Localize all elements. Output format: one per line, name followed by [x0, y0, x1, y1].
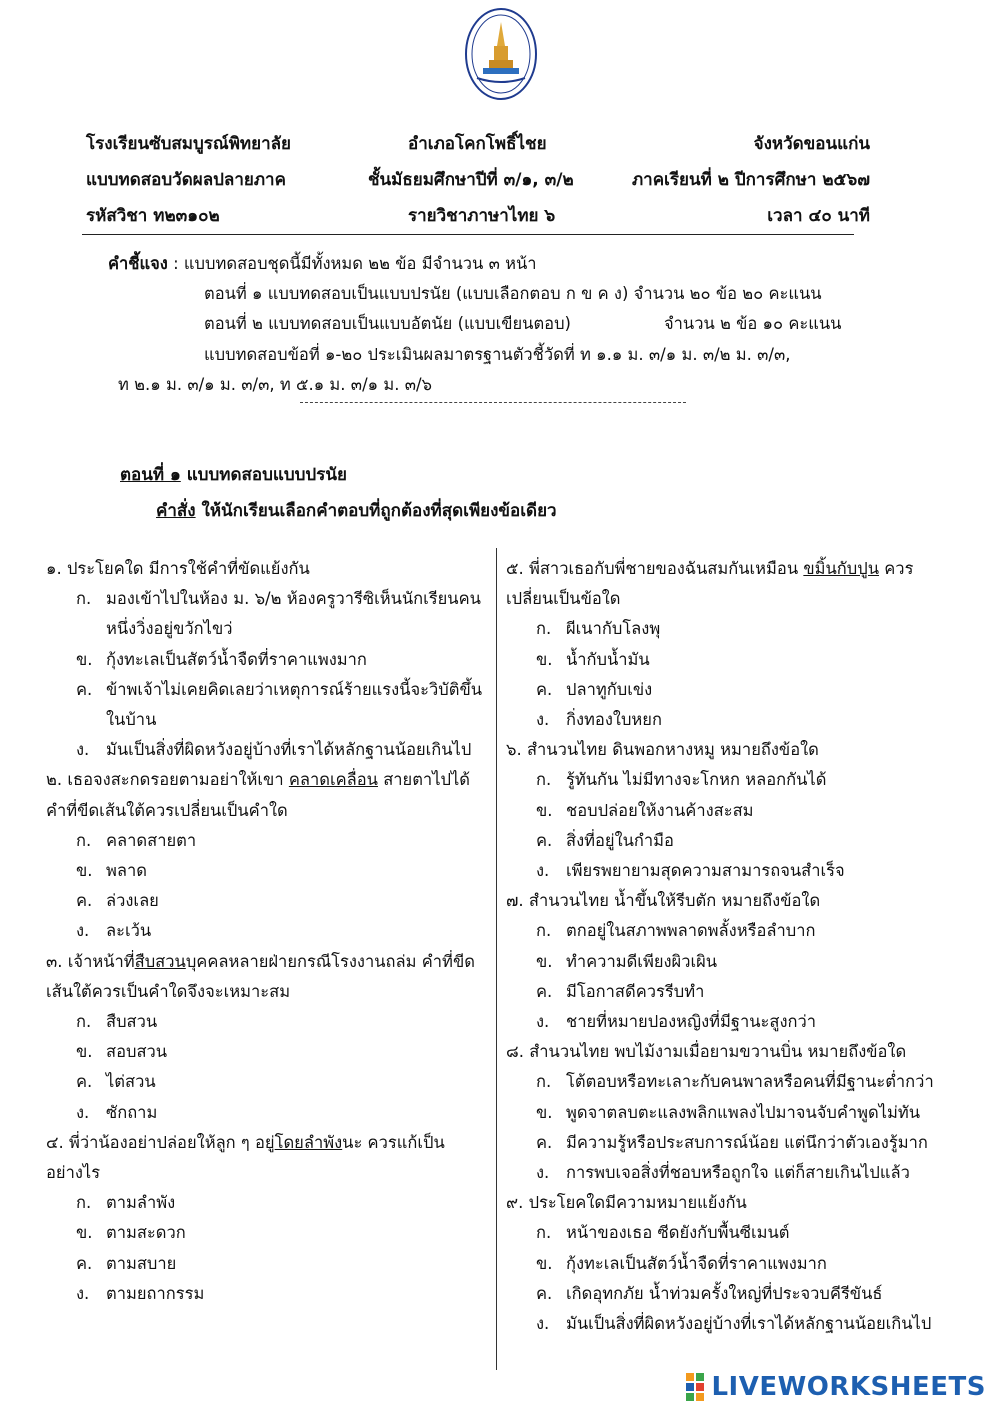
answer-option[interactable]: [506, 645, 986, 675]
option-text: ปลาทูกับเข่ง: [566, 679, 653, 699]
exam-title: แบบทดสอบวัดผลปลายภาค: [86, 170, 286, 190]
section-heading: [120, 460, 347, 490]
header-divider: [82, 234, 854, 235]
answer-option[interactable]: [46, 1218, 490, 1248]
question-line: [46, 765, 490, 795]
question-line: เปลี่ยนเป็นข้อใด: [506, 589, 621, 609]
option-label: ก.: [76, 1012, 92, 1032]
option-label: ค.: [76, 891, 93, 911]
brand-name: LIVEWORKSHEETS: [711, 1372, 986, 1402]
option-label: ก.: [536, 1223, 552, 1243]
option-text: ข้าพเจ้าไม่เคยคิดเลยว่าเหตุการณ์ร้ายแรงนี้จะวิบัติขึ้น: [106, 679, 483, 699]
option-label: ก.: [76, 830, 92, 850]
question-line: คำที่ขีดเส้นใต้ควรเปลี่ยนเป็นคำใด: [46, 800, 288, 820]
option-text: ไต่สวน: [106, 1072, 156, 1092]
subject-name: รายวิชาภาษาไทย ๖: [408, 206, 556, 226]
grade-level: ชั้นมัธยมศึกษาปีที่ ๓/๑, ๓/๒: [368, 170, 574, 190]
section-order: [156, 496, 557, 526]
answer-option[interactable]: [506, 1007, 986, 1037]
dashed-divider: [300, 402, 686, 403]
option-text: ทำความดีเพียงผิวเผิน: [566, 951, 718, 971]
option-text: ซักถาม: [106, 1102, 158, 1122]
question-text: บุคคลหลายฝ่ายกรณีโรงงานถล่ม คำที่ขีด: [185, 951, 475, 971]
right-column: [506, 554, 986, 1339]
option-text: ตามยถากรรม: [106, 1283, 205, 1303]
school-seal-icon: [463, 6, 539, 102]
question-line: [506, 554, 986, 584]
district-name: อำเภอโคกโพธิ์ไชย: [408, 134, 547, 154]
option-text: น้ำกับน้ำมัน: [566, 649, 650, 669]
option-text: มีโอกาสดีควรรีบทำ: [566, 981, 705, 1001]
underlined-term: คลาดเคลื่อน: [288, 770, 378, 790]
question-line: [46, 1128, 490, 1158]
option-label: ค.: [536, 679, 553, 699]
answer-option[interactable]: [506, 1218, 986, 1248]
option-label: ข.: [536, 951, 553, 971]
option-text: รู้ทันกัน ไม่มีทางจะโกหก หลอกกันได้: [566, 770, 827, 790]
option-label: ค.: [536, 830, 553, 850]
answer-option[interactable]: [46, 584, 490, 614]
answer-option[interactable]: [46, 1007, 490, 1037]
option-label: ง.: [76, 1283, 90, 1303]
option-label: ค.: [76, 1253, 93, 1273]
answer-option[interactable]: [506, 705, 986, 735]
order-text: ให้นักเรียนเลือกคำตอบที่ถูกต้องที่สุดเพียงข้อเดียว: [195, 501, 557, 521]
option-label: ข.: [76, 861, 93, 881]
option-text: ตามสบาย: [106, 1253, 177, 1273]
option-text: ละเว้น: [106, 921, 152, 941]
option-label: ข.: [536, 1253, 553, 1273]
option-text: ชายที่หมายปองหญิงที่มีฐานะสูงกว่า: [566, 1012, 817, 1032]
option-text: มันเป็นสิ่งที่ผิดหวังอยู่บ้างที่เราได้หลักฐานน้อยเกินไป: [106, 740, 472, 760]
option-continuation: ในบ้าน: [106, 710, 157, 730]
option-text: มีความรู้หรือประสบการณ์น้อย แต่นึกว่าตัวเองรู้มาก: [566, 1132, 928, 1152]
answer-option[interactable]: [506, 675, 986, 705]
liveworksheets-logo-icon: [685, 1372, 705, 1402]
option-label: ก.: [536, 619, 552, 639]
answer-option[interactable]: [46, 1037, 490, 1067]
option-text: ผีเนากับโลงพุ: [566, 619, 661, 639]
option-label: ง.: [536, 861, 550, 881]
option-text: เพียรพยายามสุดความสามารถจนสำเร็จ: [566, 861, 845, 881]
underlined-term: ขมิ้นกับปูน: [803, 559, 880, 578]
answer-option[interactable]: [506, 977, 986, 1007]
answer-option[interactable]: [506, 796, 986, 826]
answer-option[interactable]: [506, 947, 986, 977]
option-label: ง.: [76, 921, 90, 941]
answer-option[interactable]: [506, 1098, 986, 1128]
answer-option[interactable]: [46, 675, 490, 705]
answer-option[interactable]: [506, 826, 986, 856]
question-text: สายตาไปได้: [377, 770, 470, 790]
option-text: กุ้งทะเลเป็นสัตว์น้ำจืดที่ราคาแพงมาก: [106, 649, 367, 669]
answer-option[interactable]: [46, 1098, 490, 1128]
option-label: ข.: [536, 649, 553, 669]
column-divider: [496, 548, 497, 1370]
answer-option[interactable]: [46, 1279, 490, 1309]
option-label: ข.: [76, 649, 93, 669]
instructions-standards-2: ท ๒.๑ ม. ๓/๑ ม. ๓/๓, ท ๕.๑ ม. ๓/๑ ม. ๓/๖: [118, 375, 433, 394]
footer-brand: [685, 1372, 986, 1402]
instructions-part-1: ตอนที่ ๑ แบบทดสอบเป็นแบบปรนัย (แบบเลือกตอบ ก ข ค ง) จำนวน ๒๐ ข้อ ๒๐ คะแนน: [204, 284, 822, 303]
question-line: ๗. สำนวนไทย น้ำขึ้นให้รีบตัก หมายถึงข้อใด: [506, 891, 821, 911]
question-text: ๕. พี่สาวเธอกับพี่ชายของฉันสมกันเหมือน: [506, 559, 804, 578]
option-label: ง.: [536, 1314, 550, 1334]
option-text: สืบสวน: [106, 1012, 158, 1032]
answer-option[interactable]: [506, 1279, 986, 1309]
option-text: กิ่งทองใบหยก: [566, 710, 662, 730]
option-label: ข.: [536, 800, 553, 820]
option-label: ก.: [536, 921, 552, 941]
answer-option[interactable]: [506, 856, 986, 886]
answer-option[interactable]: [46, 645, 490, 675]
answer-option[interactable]: [506, 1067, 986, 1097]
answer-option[interactable]: [46, 826, 490, 856]
option-text: ตามสะดวก: [106, 1223, 186, 1243]
question-line: [46, 947, 490, 977]
option-text: กุ้งทะเลเป็นสัตว์น้ำจืดที่ราคาแพงมาก: [566, 1253, 827, 1273]
question-line: ๖. สำนวนไทย ดินพอกหางหมู หมายถึงข้อใด: [506, 740, 819, 760]
school-logo: [463, 6, 539, 102]
option-text: ตกอยู่ในสภาพพลาดพลั้งหรือลำบาก: [566, 921, 816, 941]
option-label: ข.: [76, 1042, 93, 1062]
option-text: สอบสวน: [106, 1042, 168, 1062]
option-label: ข.: [536, 1102, 553, 1122]
option-text: การพบเจอสิ่งที่ชอบหรือถูกใจ แต่ก็สายเกินไปแล้ว: [566, 1163, 910, 1183]
answer-option[interactable]: [506, 614, 986, 644]
option-label: ค.: [76, 1072, 93, 1092]
option-label: ค.: [76, 679, 93, 699]
option-label: ค.: [536, 1132, 553, 1152]
option-text: ล่วงเลย: [106, 891, 159, 911]
instructions-standards-1: แบบทดสอบข้อที่ ๑-๒๐ ประเมินผลมาตรฐานตัวชี้วัดที่ ท ๑.๑ ม. ๓/๑ ม. ๓/๒ ม. ๓/๓,: [204, 345, 791, 364]
option-label: ค.: [536, 1283, 553, 1303]
option-text: เกิดอุทกภัย น้ำท่วมครั้งใหญ่ที่ประจวบคีรีขันธ์: [566, 1283, 883, 1303]
question-text: ๒. เธอจงสะกดรอยตามอย่าให้เขา: [46, 770, 289, 790]
answer-option[interactable]: [46, 1249, 490, 1279]
answer-option[interactable]: [506, 765, 986, 795]
question-line: เส้นใต้ควรเป็นคำใดจึงจะเหมาะสม: [46, 981, 291, 1001]
option-label: ง.: [76, 1102, 90, 1122]
answer-option[interactable]: [46, 886, 490, 916]
instructions-label: คำชี้แจง: [108, 254, 168, 273]
option-label: ง.: [76, 740, 90, 760]
left-column: [46, 554, 490, 1309]
answer-option[interactable]: [46, 916, 490, 946]
province-name: จังหวัดขอนแก่น: [753, 134, 870, 154]
option-text: โต้ตอบหรือทะเลาะกับคนพาลหรือคนที่มีฐานะต่ำกว่า: [566, 1072, 934, 1092]
question-line: ๙. ประโยคใดมีความหมายแย้งกัน: [506, 1193, 747, 1213]
answer-option[interactable]: [506, 916, 986, 946]
option-label: ก.: [536, 1072, 552, 1092]
instructions-summary: : แบบทดสอบชุดนี้มีทั้งหมด ๒๒ ข้อ มีจำนวน ๓ หน้า: [167, 254, 537, 273]
option-label: ก.: [76, 1193, 92, 1213]
exam-duration: เวลา ๔๐ นาที: [767, 206, 870, 226]
question-text: นะ ควรแก้เป็น: [342, 1132, 445, 1152]
option-text: สิ่งที่อยู่ในกำมือ: [566, 830, 674, 850]
option-label: ข.: [76, 1223, 93, 1243]
question-line: ๑. ประโยคใด มีการใช้คำที่ขัดแย้งกัน: [46, 559, 310, 578]
answer-option[interactable]: [46, 856, 490, 886]
option-label: ค.: [536, 981, 553, 1001]
section-title-rest: แบบทดสอบแบบปรนัย: [180, 465, 347, 485]
option-text: มันเป็นสิ่งที่ผิดหวังอยู่บ้างที่เราได้หลักฐานน้อยเกินไป: [566, 1314, 932, 1334]
question-text: ควร: [879, 559, 914, 578]
question-text: ๔. พี่ว่าน้องอย่าปล่อยให้ลูก ๆ อยู่: [46, 1132, 275, 1152]
answer-option[interactable]: [506, 1128, 986, 1158]
option-label: ง.: [536, 1012, 550, 1032]
question-line: ๘. สำนวนไทย พบไม้งามเมื่อยามขวานบิ่น หมายถึงข้อใด: [506, 1042, 907, 1062]
answer-option[interactable]: [46, 1188, 490, 1218]
option-text: ตามลำพัง: [106, 1193, 176, 1213]
section-title: ตอนที่ ๑: [120, 465, 181, 485]
instructions-part-2: ตอนที่ ๒ แบบทดสอบเป็นแบบอัตนัย (แบบเขียนตอบ): [204, 314, 571, 333]
instructions-line-1: [108, 249, 537, 279]
underlined-term: โดยลำพัง: [274, 1132, 343, 1152]
option-text: พูดจาตลบตะแลงพลิกแพลงไปมาจนจับคำพูดไม่ทัน: [566, 1102, 921, 1122]
instructions-part-2-score: จำนวน ๒ ข้อ ๑๐ คะแนน: [664, 314, 842, 333]
answer-option[interactable]: [506, 1309, 986, 1339]
school-name: โรงเรียนซับสมบูรณ์พิทยาลัย: [86, 134, 291, 154]
subject-code: รหัสวิชา ท๒๓๑๐๒: [86, 206, 220, 226]
option-text: พลาด: [106, 861, 147, 881]
option-text: มองเข้าไปในห้อง ม. ๖/๒ ห้องครูวารีซิเห็นนักเรียนคน: [106, 589, 481, 609]
answer-option[interactable]: [46, 1067, 490, 1097]
option-text: ชอบปล่อยให้งานค้างสะสม: [566, 800, 754, 820]
term-year: ภาคเรียนที่ ๒ ปีการศึกษา ๒๕๖๗: [631, 170, 870, 190]
option-continuation: หนึ่งวิ่งอยู่ขวักไขว่: [106, 619, 233, 639]
option-label: ก.: [76, 589, 92, 609]
answer-option[interactable]: [506, 1249, 986, 1279]
option-text: หน้าของเธอ ซีดยังกับพื้นซีเมนต์: [566, 1223, 790, 1243]
underlined-term: สืบสวน: [134, 951, 186, 971]
option-text: คลาดสายตา: [106, 830, 197, 850]
question-line: อย่างไร: [46, 1163, 101, 1183]
option-label: ง.: [536, 710, 550, 730]
option-label: ก.: [536, 770, 552, 790]
question-text: ๓. เจ้าหน้าที่: [46, 951, 135, 971]
answer-option[interactable]: [506, 1158, 986, 1188]
order-label: คำสั่ง: [156, 501, 196, 521]
option-label: ง.: [536, 1163, 550, 1183]
answer-option[interactable]: [46, 735, 490, 765]
